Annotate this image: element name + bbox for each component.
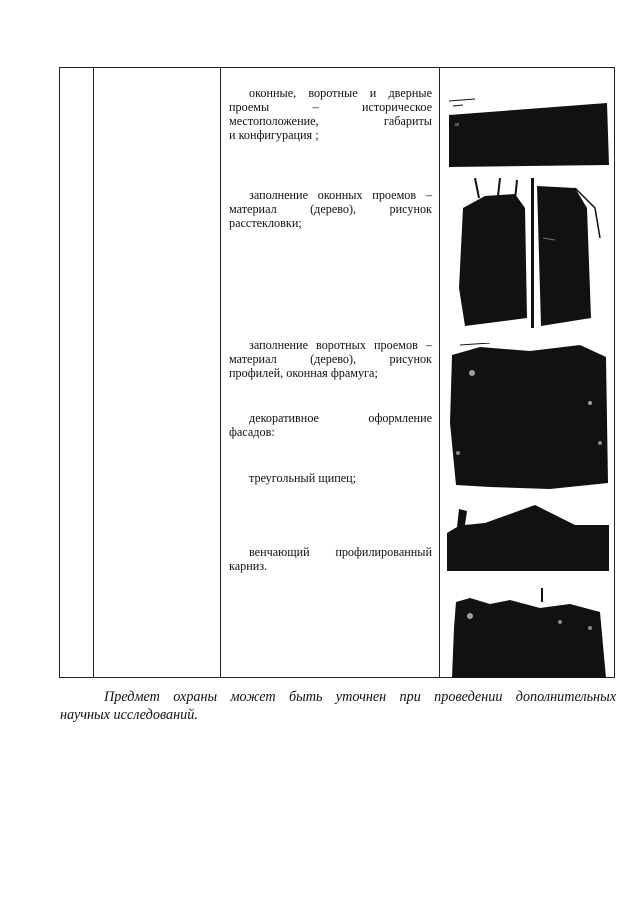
photo-window-door-openings [445, 95, 611, 170]
text-line: оконные, воротные и дверные [249, 86, 432, 100]
text-word: профилированный [335, 545, 432, 559]
photo-gate-filling [450, 343, 610, 491]
text-line: профилей, оконная фрамуга; [229, 366, 378, 380]
text-line: и конфигурация ; [229, 128, 319, 142]
text-line: треугольный щипец; [249, 471, 357, 485]
text-word: габариты [383, 114, 432, 128]
protection-item-openings [229, 86, 432, 142]
text-word: материал [229, 202, 277, 216]
text-word: рисунок [389, 202, 432, 216]
column-divider-1 [93, 67, 94, 678]
text-line: фасадов: [229, 425, 275, 439]
text-word: – [312, 100, 319, 114]
text-word: (дерево), [310, 352, 357, 366]
protection-item-decoration [229, 411, 432, 439]
column-divider-3 [439, 67, 440, 678]
protection-item-gable [229, 471, 432, 485]
protection-item-cornice [229, 545, 432, 573]
photo-window-filling [455, 178, 605, 330]
protection-item-gate-filling [229, 338, 432, 380]
text-word: (дерево), [310, 202, 357, 216]
photo-triangular-gable [445, 503, 611, 573]
photo-cornice [450, 588, 608, 680]
text-word: историческое [361, 100, 432, 114]
footer-line-2: научных исследований. [60, 707, 198, 723]
footer-line-1: Предмет охраны может быть уточнен при проведении дополнительных [104, 689, 616, 705]
text-word: венчающий [249, 545, 310, 559]
text-word: проемы [229, 100, 270, 114]
text-word: рисунок [389, 352, 432, 366]
text-line: заполнение оконных проемов – [249, 188, 432, 202]
text-line: заполнение воротных проемов – [249, 338, 432, 352]
text-word: декоративное [249, 411, 319, 425]
text-word: оформление [368, 411, 432, 425]
text-word: материал [229, 352, 277, 366]
text-line: карниз. [229, 559, 268, 573]
protection-item-window-filling [229, 188, 432, 230]
text-line: расстекловки; [229, 216, 302, 230]
text-word: местоположение, [229, 114, 319, 128]
footer-note [60, 688, 616, 724]
column-divider-2 [220, 67, 221, 678]
